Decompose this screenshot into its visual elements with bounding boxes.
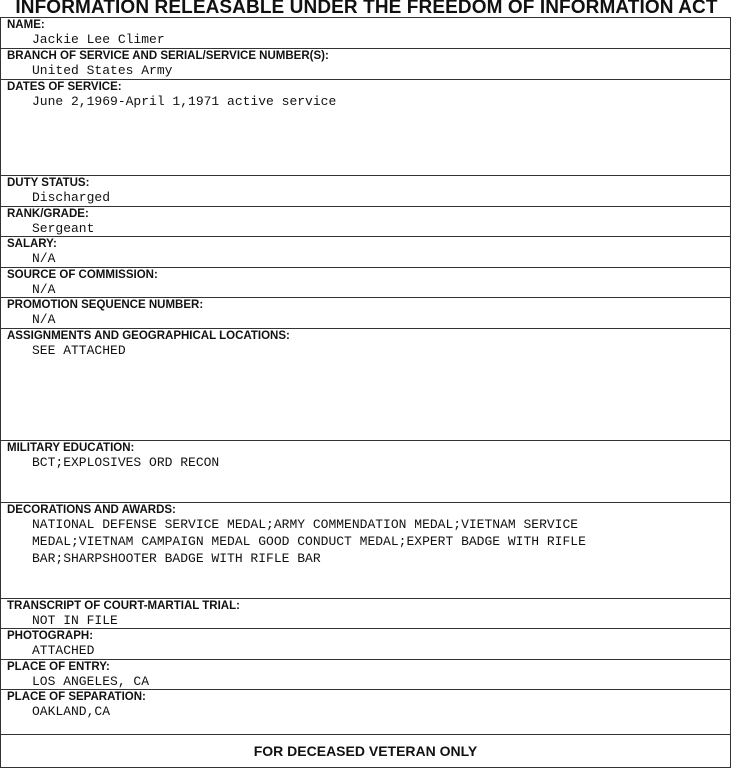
field-branch-value: United States Army xyxy=(32,63,173,78)
field-dates-label: DATES OF SERVICE: xyxy=(7,81,122,93)
field-assignments xyxy=(0,328,731,440)
field-decorations-label: DECORATIONS AND AWARDS: xyxy=(7,504,176,516)
field-assignments-value: SEE ATTACHED xyxy=(32,343,126,358)
field-decorations-value: NATIONAL DEFENSE SERVICE MEDAL;ARMY COMMENDATION MEDAL;VIETNAM SERVICE MEDAL;VIETNAM CAMPAIGN MEDAL GOOD CONDUCT MEDAL;EXPERT BADGE WITH RIFLE BAR;SHARPSHOOTER BADGE WITH RIFLE BAR xyxy=(32,517,586,566)
field-decorations-awards xyxy=(0,502,731,598)
field-military-education xyxy=(0,440,731,502)
field-entry-value: LOS ANGELES, CA xyxy=(32,674,150,689)
field-photograph xyxy=(0,628,731,659)
field-dates-value: June 2,1969-April 1,1971 active service xyxy=(32,94,337,109)
field-place-of-entry xyxy=(0,659,731,689)
field-branch-label: BRANCH OF SERVICE AND SERIAL/SERVICE NUMBER(S): xyxy=(7,50,329,62)
field-duty-label: DUTY STATUS: xyxy=(7,177,90,189)
field-court-martial-value: NOT IN FILE xyxy=(32,613,118,628)
form-title: INFORMATION RELEASABLE UNDER THE FREEDOM OF INFORMATION ACT xyxy=(15,0,718,18)
field-promotion-label: PROMOTION SEQUENCE NUMBER: xyxy=(7,299,204,311)
field-name-label: NAME: xyxy=(7,19,45,31)
field-photograph-value: ATTACHED xyxy=(32,643,95,658)
field-name-value: Jackie Lee Climer xyxy=(32,32,165,47)
field-promotion-value: N/A xyxy=(32,312,56,327)
field-separation-label: PLACE OF SEPARATION: xyxy=(7,691,146,703)
field-branch xyxy=(0,48,731,79)
field-salary-label: SALARY: xyxy=(7,238,57,250)
field-duty-status xyxy=(0,175,731,206)
field-salary-value: N/A xyxy=(32,251,56,266)
field-rank-label: RANK/GRADE: xyxy=(7,208,89,220)
field-dates-of-service xyxy=(0,79,731,175)
field-separation-value: OAKLAND,CA xyxy=(32,704,111,719)
field-salary xyxy=(0,236,731,267)
field-commission-label: SOURCE OF COMMISSION: xyxy=(7,269,158,281)
field-rank-grade xyxy=(0,206,731,236)
field-education-label: MILITARY EDUCATION: xyxy=(7,442,135,454)
field-assignments-label: ASSIGNMENTS AND GEOGRAPHICAL LOCATIONS: xyxy=(7,330,290,342)
field-court-martial-label: TRANSCRIPT OF COURT-MARTIAL TRIAL: xyxy=(7,600,240,612)
field-promotion-sequence xyxy=(0,297,731,328)
field-source-of-commission xyxy=(0,267,731,297)
field-photograph-label: PHOTOGRAPH: xyxy=(7,630,94,642)
field-rank-value: Sergeant xyxy=(32,221,95,236)
field-name xyxy=(0,17,731,48)
field-place-of-separation xyxy=(0,689,731,734)
deceased-veteran-header: FOR DECEASED VETERAN ONLY xyxy=(0,734,731,768)
field-duty-value: Discharged xyxy=(32,190,111,205)
field-entry-label: PLACE OF ENTRY: xyxy=(7,661,110,673)
field-court-martial xyxy=(0,598,731,628)
field-education-value: BCT;EXPLOSIVES ORD RECON xyxy=(32,455,220,470)
field-commission-value: N/A xyxy=(32,282,56,297)
